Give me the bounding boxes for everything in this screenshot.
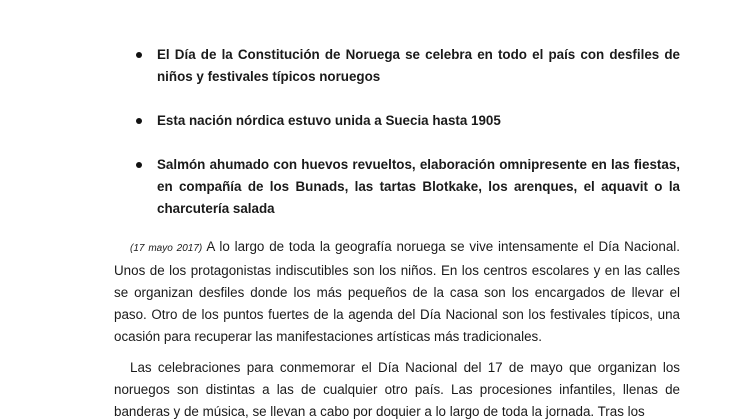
body-paragraph-1-text: A lo largo de toda la geografía noruega se vive intensamente el Día Nacional. Unos de los protagonistas indiscutibles son los niños. En los centros escolares y en las calles se organizan desfiles donde los más pequeños de la casa son los encargados de llevar el paso. Otro de los puntos fuertes de la agenda del Día Nacional son los festivales típicos, una ocasión para recuperar las manifestaciones artísticas más tradicionales. bbox=[114, 239, 680, 344]
summary-bullet-2: Esta nación nórdica estuvo unida a Suecia hasta 1905 bbox=[135, 110, 680, 132]
body-paragraph-1 bbox=[114, 236, 680, 348]
body-paragraph-2: Las celebraciones para conmemorar el Día Nacional del 17 de mayo que organizan los noruegos son distintas a las de cualquier otro país. Las procesiones infantiles, llenas de banderas y de música, se llevan a cabo por doquier a lo largo de toda la jornada. Tras los bbox=[114, 360, 680, 419]
summary-bullet-list bbox=[135, 44, 680, 220]
summary-bullet-1: El Día de la Constitución de Noruega se celebra en todo el país con desfiles de niños y festivales típicos noruegos bbox=[135, 44, 680, 88]
summary-bullet-3: Salmón ahumado con huevos revueltos, elaboración omnipresente en las fiestas, en compañía de los Bunads, las tartas Blotkake, los arenques, el aquavit o la charcutería salada bbox=[135, 154, 680, 220]
dateline: (17 mayo 2017) bbox=[130, 243, 203, 254]
